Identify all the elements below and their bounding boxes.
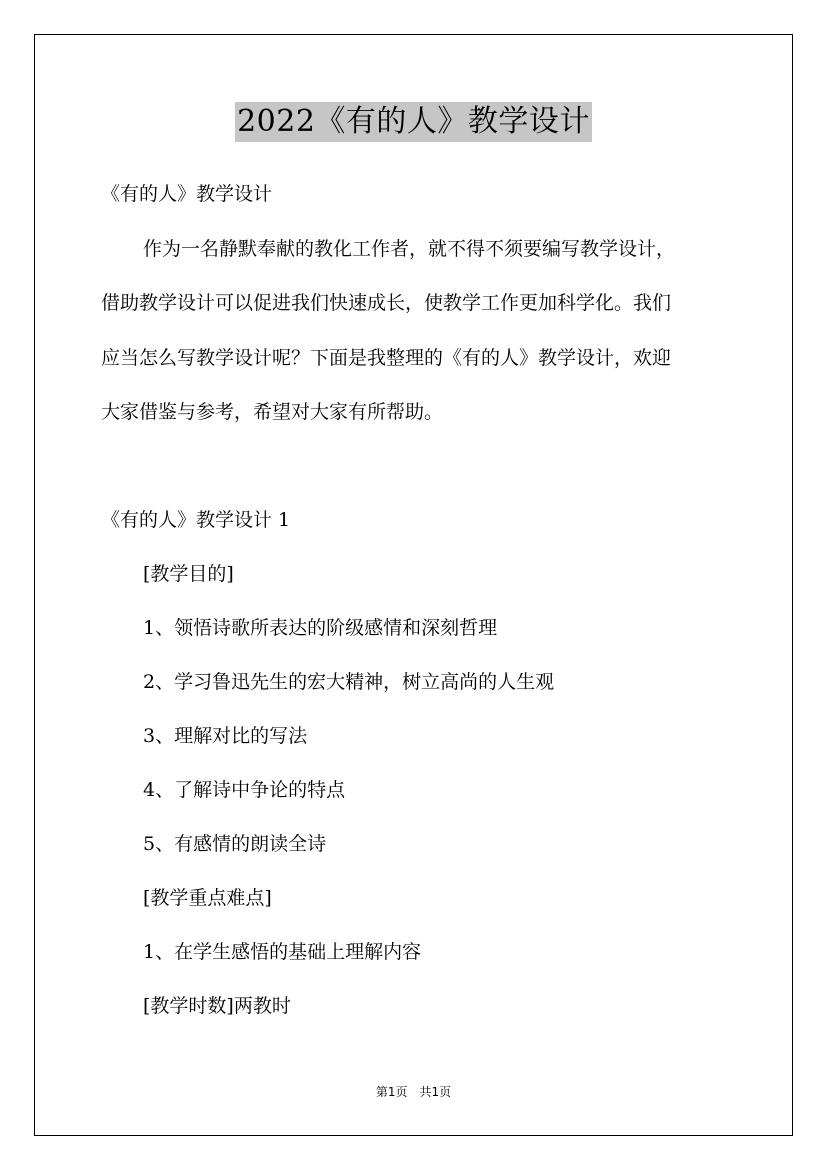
intro-line-4: 大家借鉴与参考，希望对大家有所帮助。 <box>101 401 444 423</box>
list-item-key-point-1: 1、在学生感悟的基础上理解内容 <box>143 941 422 963</box>
intro-line-1: 作为一名静默奉献的教化工作者，就不得不须要编写教学设计， <box>143 238 676 260</box>
page-number: 第1页 共1页 <box>375 1085 452 1099</box>
section-heading: 《有的人》教学设计 1 <box>101 509 291 531</box>
list-item-goal-1: 1、领悟诗歌所表达的阶级感情和深刻哲理 <box>143 617 498 639</box>
list-item-goal-2: 2、学习鲁迅先生的宏大精神，树立高尚的人生观 <box>143 671 555 693</box>
list-item-goals-heading: [教学目的] <box>143 563 234 585</box>
document-title: 2022《有的人》教学设计 <box>235 102 592 142</box>
intro-line-3: 应当怎么写教学设计呢？下面是我整理的《有的人》教学设计，欢迎 <box>101 347 672 369</box>
title-container <box>0 102 827 142</box>
list-item-goal-3: 3、理解对比的写法 <box>143 725 308 747</box>
document-subtitle: 《有的人》教学设计 <box>101 183 273 205</box>
list-item-key-points-heading: [教学重点难点] <box>143 887 272 909</box>
list-item-goal-5: 5、有感情的朗读全诗 <box>143 833 327 855</box>
page-footer <box>0 1084 827 1100</box>
list-item-class-hours: [教学时数]两教时 <box>143 995 291 1017</box>
list-item-goal-4: 4、了解诗中争论的特点 <box>143 779 346 801</box>
intro-line-2: 借助教学设计可以促进我们快速成长，使教学工作更加科学化。我们 <box>101 292 672 314</box>
